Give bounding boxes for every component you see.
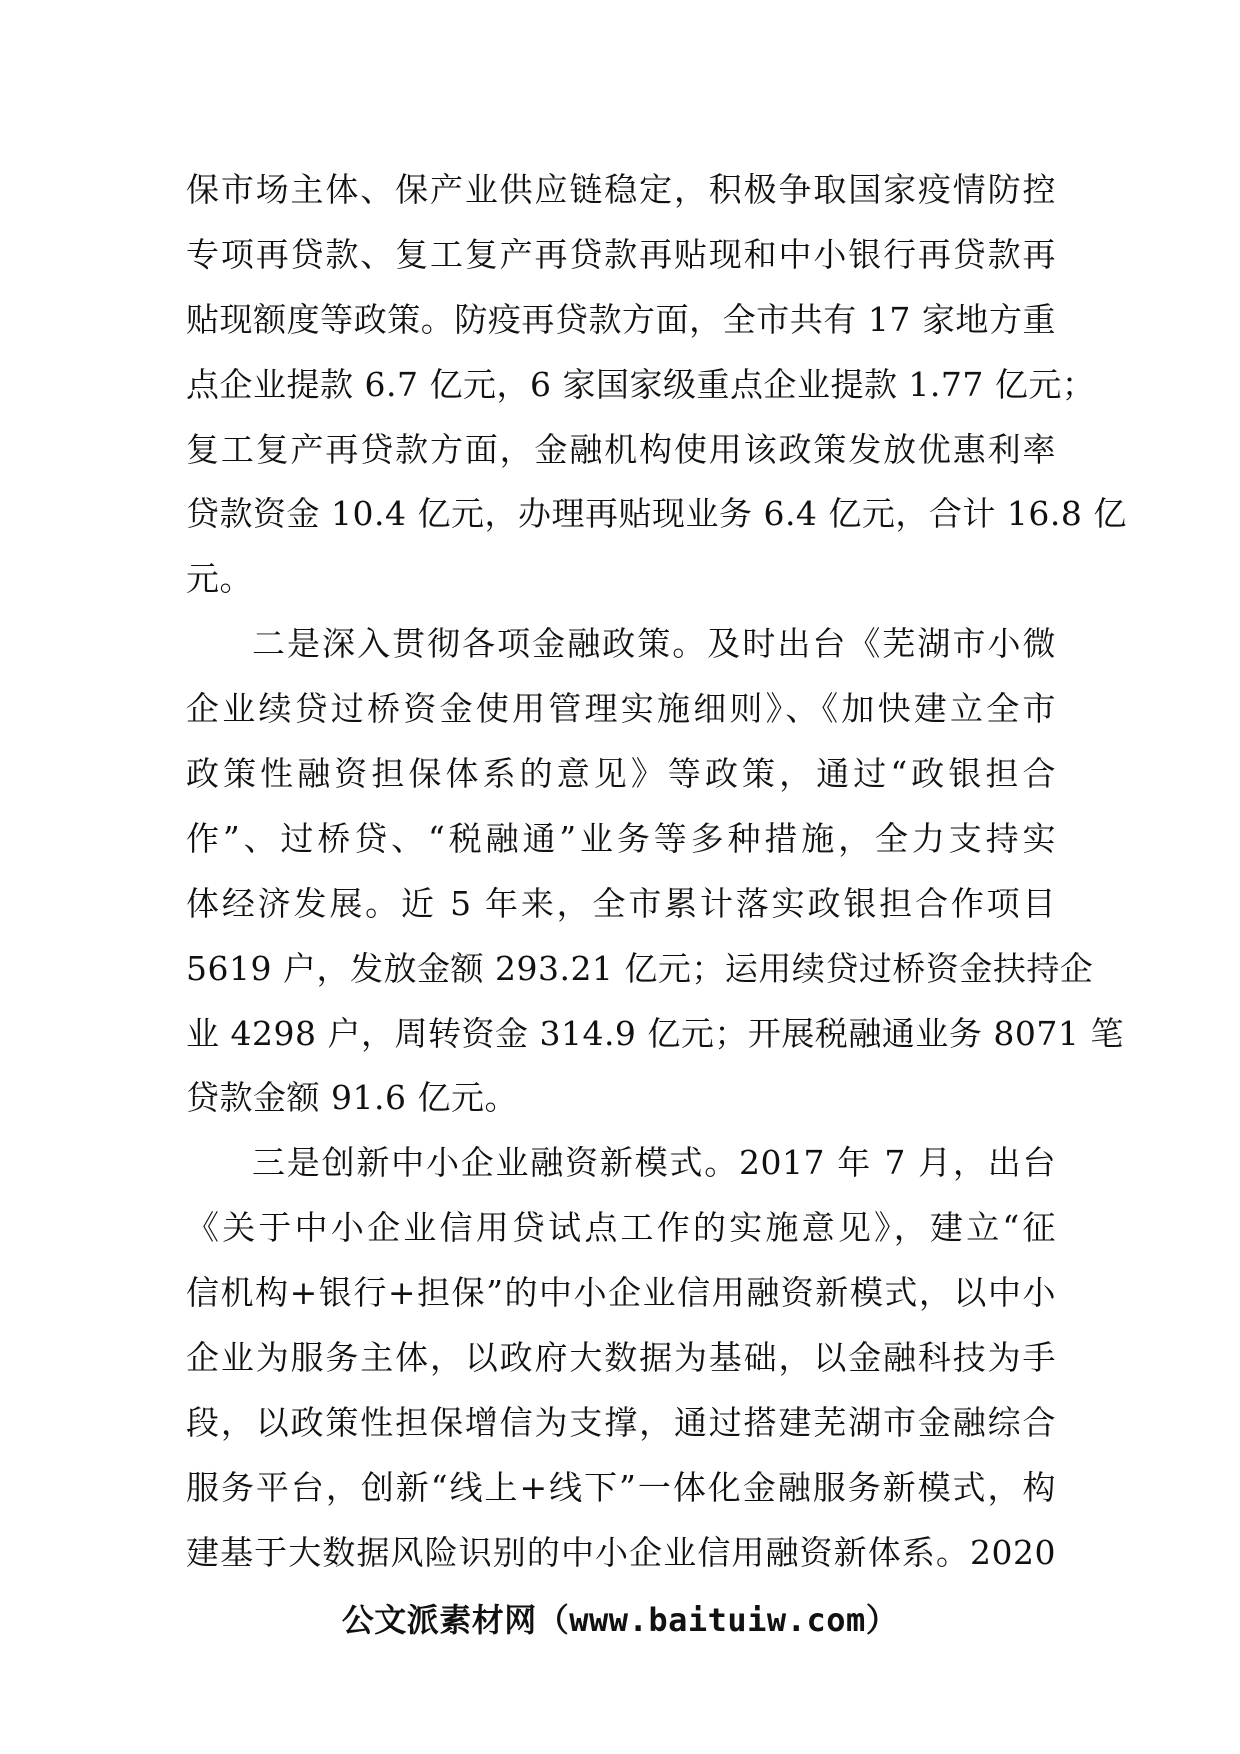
text-line: 5619 户，发放金额 293.21 亿元；运用续贷过桥资金扶持企 [186, 948, 1094, 988]
paragraph-start-line: 二是深入贯彻各项金融政策。及时出台《芜湖市小微 [252, 624, 1056, 664]
text-line: 段，以政策性担保增信为支撑，通过搭建芜湖市金融综合 [186, 1402, 1056, 1442]
footer-watermark [0, 1595, 1240, 1641]
text-line: 业 4298 户，周转资金 314.9 亿元；开展税融通业务 8071 笔 [186, 1013, 1124, 1053]
footer-site-name: 公文派素材网 [341, 1601, 537, 1639]
text-line: 元。 [186, 559, 253, 599]
text-line: 信机构+银行+担保”的中小企业信用融资新模式，以中小 [186, 1273, 1056, 1313]
text-line: 专项再贷款、复工复产再贷款再贴现和中小银行再贷款再 [186, 234, 1056, 274]
text-line: 贷款金额 91.6 亿元。 [186, 1078, 518, 1118]
text-line: 政策性融资担保体系的意见》等政策，通过“政银担合 [186, 754, 1056, 794]
text-line: 贷款资金 10.4 亿元，办理再贴现业务 6.4 亿元，合计 16.8 亿 [186, 494, 1127, 534]
footer-site-url: （www.baituiw.com） [536, 1601, 899, 1639]
text-line: 体经济发展。近 5 年来，全市累计落实政银担合作项目 [186, 883, 1056, 923]
paragraph-start-line: 三是创新中小企业融资新模式。2017 年 7 月，出台 [252, 1143, 1056, 1183]
text-line: 点企业提款 6.7 亿元，6 家国家级重点企业提款 1.77 亿元； [186, 364, 1096, 404]
document-body [186, 158, 1127, 1586]
text-line: 复工复产再贷款方面，金融机构使用该政策发放优惠利率 [186, 429, 1056, 469]
text-line: 作”、过桥贷、“税融通”业务等多种措施，全力支持实 [186, 818, 1056, 858]
text-line: 企业续贷过桥资金使用管理实施细则》、《加快建立全市 [186, 689, 1056, 729]
text-line: 企业为服务主体，以政府大数据为基础，以金融科技为手 [186, 1338, 1056, 1378]
text-line: 《关于中小企业信用贷试点工作的实施意见》，建立“征 [186, 1208, 1056, 1248]
text-line: 服务平台，创新“线上+线下”一体化金融服务新模式，构 [186, 1467, 1056, 1507]
text-line: 建基于大数据风险识别的中小企业信用融资新体系。2020 [186, 1532, 1056, 1572]
text-line: 贴现额度等政策。防疫再贷款方面，全市共有 17 家地方重 [186, 299, 1056, 339]
text-line: 保市场主体、保产业供应链稳定，积极争取国家疫情防控 [186, 170, 1056, 209]
